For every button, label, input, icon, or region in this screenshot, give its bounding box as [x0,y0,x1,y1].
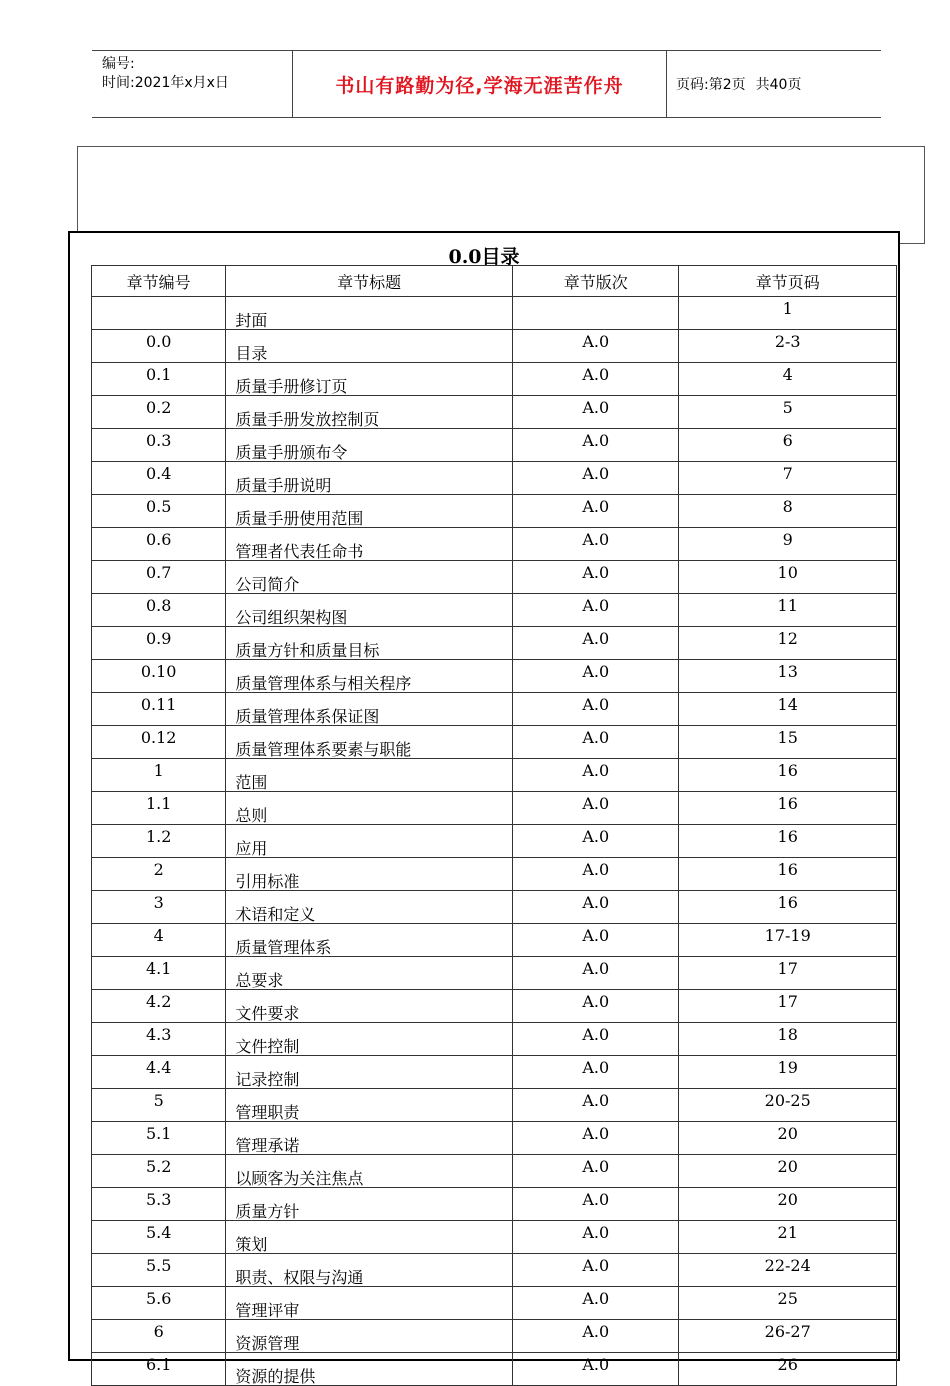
table-row [92,330,897,363]
toc-cell-version: A.0 [513,462,679,495]
toc-cell-version: A.0 [513,891,679,924]
toc-cell-version: A.0 [513,1353,679,1386]
toc-cell-version: A.0 [513,1023,679,1056]
toc-cell-title: 职责、权限与沟通 [226,1254,513,1287]
table-row [92,990,897,1023]
table-row [92,1353,897,1386]
toc-cell-number: 0.2 [92,396,226,429]
toc-cell-page: 13 [679,660,897,693]
toc-cell-title: 策划 [226,1221,513,1254]
toc-cell-page: 17 [679,990,897,1023]
table-row [92,1320,897,1353]
toc-cell-number [92,297,226,330]
toc-cell-page: 16 [679,858,897,891]
table-row [92,1287,897,1320]
document-number-label: 编号: [102,56,135,72]
toc-cell-page: 1 [679,297,897,330]
toc-cell-page: 10 [679,561,897,594]
table-row [92,495,897,528]
table-row [92,792,897,825]
toc-cell-page: 11 [679,594,897,627]
toc-cell-page: 9 [679,528,897,561]
table-row [92,1056,897,1089]
toc-cell-version: A.0 [513,1155,679,1188]
toc-cell-number: 5.2 [92,1155,226,1188]
toc-cell-version: A.0 [513,726,679,759]
toc-cell-title: 质量手册使用范围 [226,495,513,528]
table-row [92,594,897,627]
toc-cell-page: 2-3 [679,330,897,363]
toc-cell-title: 以顾客为关注焦点 [226,1155,513,1188]
toc-cell-title: 管理者代表任命书 [226,528,513,561]
toc-cell-page: 19 [679,1056,897,1089]
toc-cell-number: 4.2 [92,990,226,1023]
toc-cell-title: 资源管理 [226,1320,513,1353]
toc-cell-number: 1.1 [92,792,226,825]
toc-cell-title: 质量管理体系 [226,924,513,957]
table-row [92,363,897,396]
table-row [92,396,897,429]
toc-cell-page: 12 [679,627,897,660]
toc-cell-page: 17-19 [679,924,897,957]
toc-cell-number: 5.4 [92,1221,226,1254]
toc-cell-title: 总要求 [226,957,513,990]
page-total-label: 共40页 [755,77,802,93]
table-row [92,726,897,759]
toc-cell-page: 20-25 [679,1089,897,1122]
toc-cell-version: A.0 [513,495,679,528]
toc-cell-version: A.0 [513,1188,679,1221]
toc-cell-version: A.0 [513,759,679,792]
toc-cell-version: A.0 [513,660,679,693]
toc-cell-version: A.0 [513,990,679,1023]
toc-cell-number: 0.12 [92,726,226,759]
toc-cell-title: 质量管理体系与相关程序 [226,660,513,693]
table-row [92,693,897,726]
table-row [92,1188,897,1221]
column-header-version: 章节版次 [513,266,679,297]
toc-cell-title: 质量管理体系要素与职能 [226,726,513,759]
toc-cell-page: 20 [679,1188,897,1221]
column-header-title: 章节标题 [226,266,513,297]
toc-cell-title: 目录 [226,330,513,363]
toc-cell-number: 0.0 [92,330,226,363]
toc-cell-number: 4.4 [92,1056,226,1089]
toc-cell-number: 1 [92,759,226,792]
toc-cell-number: 0.3 [92,429,226,462]
toc-cell-page: 15 [679,726,897,759]
toc-cell-version: A.0 [513,1254,679,1287]
toc-cell-title: 引用标准 [226,858,513,891]
toc-cell-title: 质量手册修订页 [226,363,513,396]
toc-cell-page: 6 [679,429,897,462]
toc-cell-page: 26-27 [679,1320,897,1353]
blank-box [77,146,925,244]
toc-cell-version: A.0 [513,924,679,957]
toc-cell-page: 4 [679,363,897,396]
toc-cell-version: A.0 [513,363,679,396]
motto-cell [292,51,667,117]
toc-cell-title: 应用 [226,825,513,858]
page-number-label: 页码:第2页 [676,77,746,93]
toc-body [92,297,897,1386]
toc-cell-version: A.0 [513,1056,679,1089]
toc-cell-title: 记录控制 [226,1056,513,1089]
toc-cell-page: 16 [679,792,897,825]
toc-cell-title: 质量手册说明 [226,462,513,495]
toc-cell-title: 质量手册发放控制页 [226,396,513,429]
toc-cell-page: 21 [679,1221,897,1254]
toc-cell-version: A.0 [513,858,679,891]
table-row [92,1254,897,1287]
toc-cell-number: 5.1 [92,1122,226,1155]
toc-cell-version: A.0 [513,825,679,858]
table-row [92,660,897,693]
toc-cell-number: 3 [92,891,226,924]
toc-cell-number: 5 [92,1089,226,1122]
toc-cell-page: 14 [679,693,897,726]
toc-cell-title: 质量方针和质量目标 [226,627,513,660]
page-info [666,51,881,117]
toc-cell-number: 0.5 [92,495,226,528]
table-row [92,561,897,594]
table-row [92,297,897,330]
toc-cell-page: 16 [679,891,897,924]
toc-cell-page: 17 [679,957,897,990]
toc-cell-number: 5.5 [92,1254,226,1287]
toc-cell-page: 8 [679,495,897,528]
table-row [92,924,897,957]
table-row [92,891,897,924]
document-info [92,51,292,117]
toc-cell-number: 4.1 [92,957,226,990]
toc-cell-number: 0.6 [92,528,226,561]
toc-cell-version [513,297,679,330]
motto-text: 书山有路勤为径,学海无涯苦作舟 [335,74,624,97]
table-row [92,462,897,495]
toc-cell-number: 2 [92,858,226,891]
toc-cell-number: 6.1 [92,1353,226,1386]
toc-cell-version: A.0 [513,957,679,990]
toc-cell-title: 管理承诺 [226,1122,513,1155]
table-row [92,1089,897,1122]
toc-cell-page: 5 [679,396,897,429]
toc-cell-version: A.0 [513,396,679,429]
toc-cell-number: 0.10 [92,660,226,693]
toc-cell-version: A.0 [513,330,679,363]
toc-cell-version: A.0 [513,1089,679,1122]
toc-cell-title: 文件要求 [226,990,513,1023]
page-header [92,50,881,118]
table-row [92,1155,897,1188]
toc-cell-version: A.0 [513,792,679,825]
table-row [92,1122,897,1155]
toc-cell-number: 0.11 [92,693,226,726]
toc-cell-version: A.0 [513,1287,679,1320]
toc-cell-number: 0.9 [92,627,226,660]
table-row [92,627,897,660]
toc-cell-title: 总则 [226,792,513,825]
column-header-page: 章节页码 [679,266,897,297]
toc-cell-title: 封面 [226,297,513,330]
table-row [92,858,897,891]
toc-cell-version: A.0 [513,627,679,660]
toc-cell-page: 20 [679,1155,897,1188]
toc-cell-page: 20 [679,1122,897,1155]
toc-cell-version: A.0 [513,594,679,627]
toc-frame [68,231,900,1386]
table-row [92,957,897,990]
toc-cell-version: A.0 [513,561,679,594]
toc-cell-title: 管理评审 [226,1287,513,1320]
table-row [92,825,897,858]
table-row [92,1023,897,1056]
toc-cell-version: A.0 [513,1320,679,1353]
toc-cell-version: A.0 [513,429,679,462]
toc-cell-title: 质量方针 [226,1188,513,1221]
toc-cell-version: A.0 [513,1221,679,1254]
toc-cell-page: 25 [679,1287,897,1320]
toc-cell-version: A.0 [513,1122,679,1155]
table-row [92,429,897,462]
toc-cell-title: 质量管理体系保证图 [226,693,513,726]
toc-cell-number: 1.2 [92,825,226,858]
toc-cell-page: 16 [679,759,897,792]
toc-cell-number: 6 [92,1320,226,1353]
toc-cell-number: 0.7 [92,561,226,594]
document-time-label: 时间:2021年x月x日 [102,75,229,91]
toc-cell-page: 7 [679,462,897,495]
toc-cell-title: 质量手册颁布令 [226,429,513,462]
toc-cell-number: 0.1 [92,363,226,396]
toc-cell-number: 5.6 [92,1287,226,1320]
toc-cell-version: A.0 [513,528,679,561]
toc-cell-title: 范围 [226,759,513,792]
toc-cell-page: 22-24 [679,1254,897,1287]
toc-title: 0.0目录 [448,246,520,268]
column-header-number: 章节编号 [92,266,226,297]
toc-cell-page: 16 [679,825,897,858]
toc-cell-title: 资源的提供 [226,1353,513,1386]
toc-cell-title: 公司简介 [226,561,513,594]
toc-cell-page: 18 [679,1023,897,1056]
toc-cell-number: 5.3 [92,1188,226,1221]
toc-table [91,265,897,1386]
toc-cell-page: 26 [679,1353,897,1386]
toc-header-row [92,266,897,297]
toc-cell-version: A.0 [513,693,679,726]
toc-cell-title: 术语和定义 [226,891,513,924]
toc-cell-number: 0.4 [92,462,226,495]
toc-cell-number: 0.8 [92,594,226,627]
table-row [92,1221,897,1254]
table-row [92,759,897,792]
toc-cell-title: 公司组织架构图 [226,594,513,627]
toc-cell-title: 管理职责 [226,1089,513,1122]
toc-cell-number: 4 [92,924,226,957]
table-row [92,528,897,561]
toc-cell-number: 4.3 [92,1023,226,1056]
toc-cell-title: 文件控制 [226,1023,513,1056]
